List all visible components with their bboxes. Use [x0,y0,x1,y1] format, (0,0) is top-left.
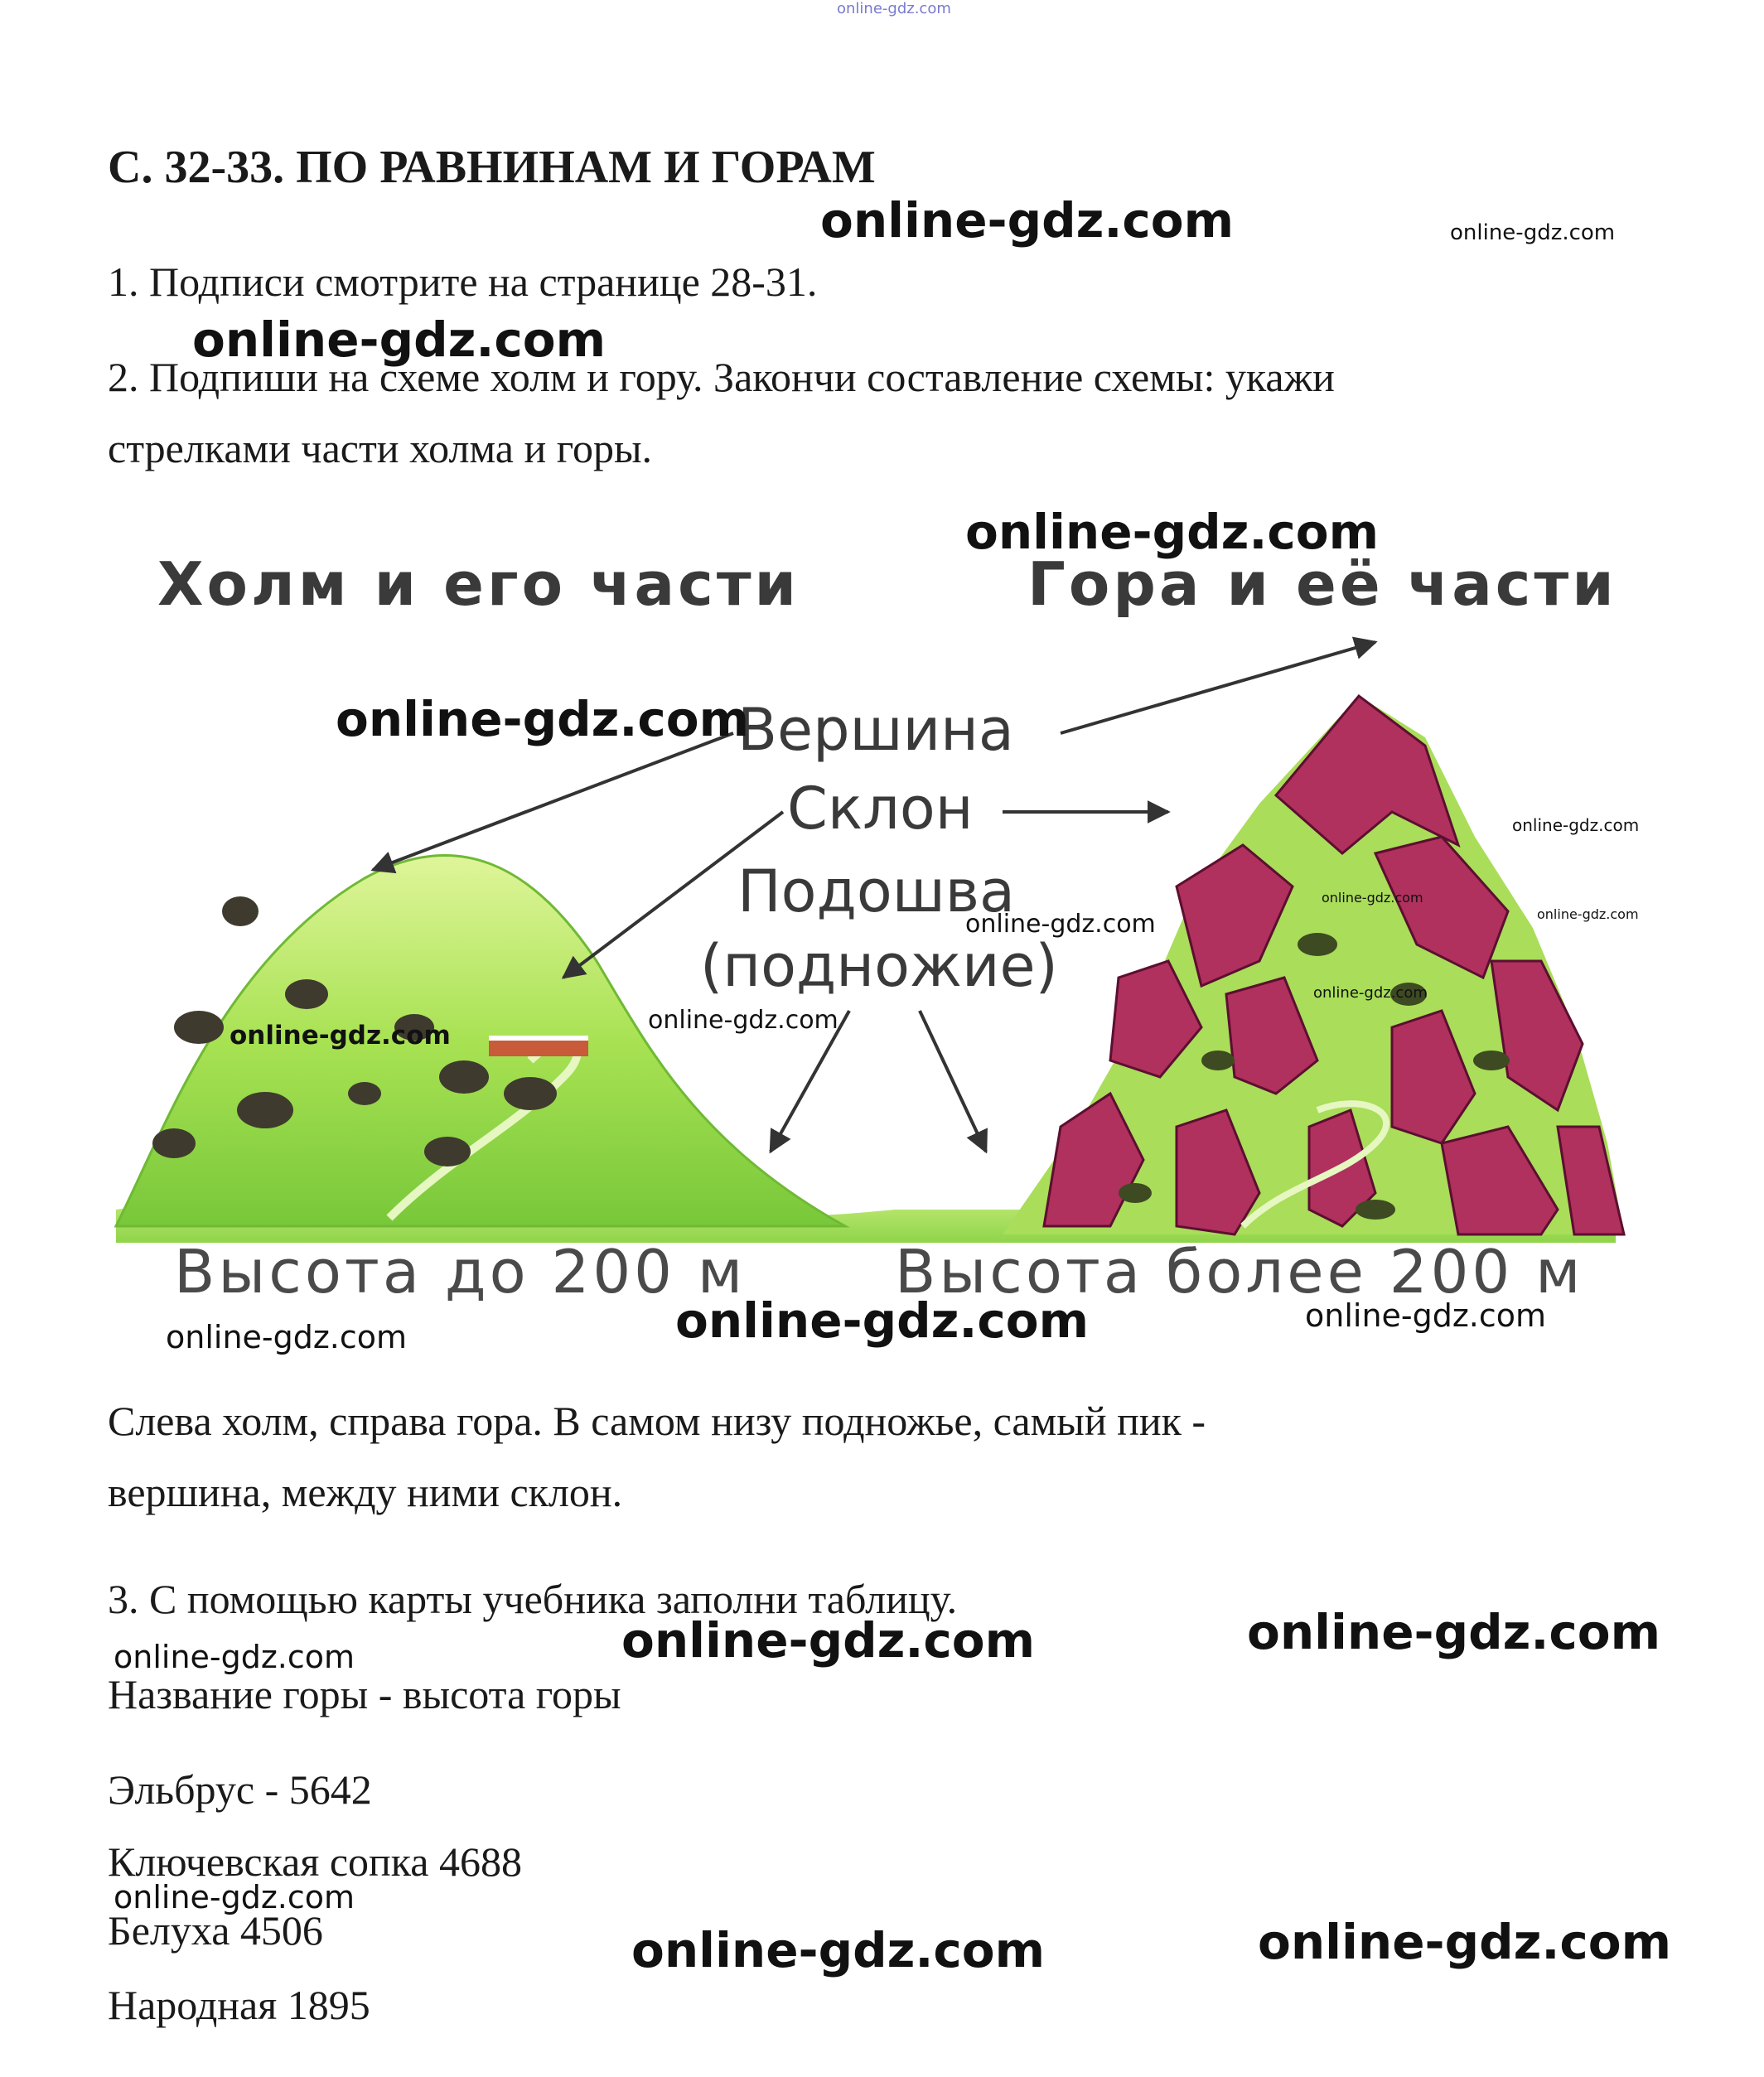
answer-2-line-2: вершина, между ними склон. [108,1469,623,1515]
table-header-row: Название горы - высота горы [108,1671,621,1717]
mountain-illustration [1003,696,1624,1234]
hill-mountain-diagram [99,497,1674,1359]
task-1: 1. Подписи смотрите на странице 28-31. [108,258,818,305]
watermark: online-gdz.com [648,1006,839,1035]
mountain-title: Гора и её части [1027,549,1617,619]
hill-height: Высота до 200 м [174,1237,747,1307]
watermark: online-gdz.com [1305,1297,1547,1334]
watermark: online-gdz.com [631,1922,1046,1978]
mountain-row: Белуха 4506 [108,1907,323,1954]
watermark: online-gdz.com [965,504,1380,560]
watermark: online-gdz.com [192,312,607,368]
top-watermark: online-gdz.com [837,0,951,17]
watermark: online-gdz.com [1450,220,1616,245]
watermark: online-gdz.com [965,910,1156,939]
hill-title: Холм и его части [157,549,800,619]
watermark: online-gdz.com [1313,984,1428,1002]
answer-2-line-1: Слева холм, справа гора. В самом низу подножье, самый пик - [108,1398,1206,1444]
task-3-heading: 3. С помощью карты учебника заполни таблицу. [108,1576,958,1622]
watermark: online-gdz.com [230,1021,451,1051]
watermark: online-gdz.com [820,192,1235,249]
label-foot: Подошва [737,857,1015,925]
watermark: online-gdz.com [114,1639,355,1675]
hill-illustration [116,855,845,1226]
watermark: online-gdz.com [1537,906,1639,922]
mountain-row: Эльбрус - 5642 [108,1766,372,1813]
watermark: online-gdz.com [1258,1914,1672,1970]
mountain-row: Народная 1895 [108,1982,370,2028]
label-peak: Вершина [737,696,1014,764]
label-foot-alt: (подножие) [700,932,1058,1000]
page-title: С. 32-33. ПО РАВНИНАМ И ГОРАМ [108,142,876,193]
watermark: online-gdz.com [1322,890,1423,906]
label-slope: Склон [787,775,974,843]
mountain-height: Высота более 200 м [895,1237,1584,1307]
watermark: online-gdz.com [336,691,750,747]
task-2-line-1: 2. Подпиши на схеме холм и гору. Закончи составление схемы: укажи [108,354,1335,400]
watermark: online-gdz.com [675,1292,1090,1349]
watermark: online-gdz.com [621,1612,1036,1669]
watermark: online-gdz.com [1247,1604,1661,1660]
watermark: online-gdz.com [114,1879,355,1915]
watermark: online-gdz.com [166,1319,408,1355]
task-2-line-2: стрелками части холма и горы. [108,425,653,471]
mountain-row: Ключевская сопка 4688 [108,1838,522,1885]
watermark: online-gdz.com [1512,815,1640,835]
